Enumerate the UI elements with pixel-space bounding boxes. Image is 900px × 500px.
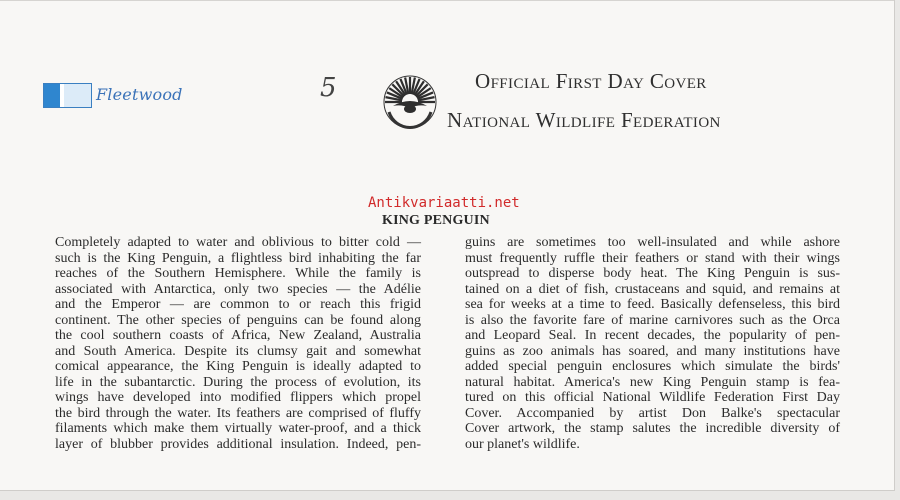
- text-line: tained on a diet of fish, crustaceans and squid, and remains at: [465, 281, 840, 297]
- seller-watermark: Antikvariaatti.net: [368, 195, 520, 211]
- title-official-first-day-cover: Official First Day Cover: [475, 69, 707, 93]
- text-line: continent. The other species of penguins can be found along: [55, 312, 421, 328]
- text-line: reaches of the Southern Hemisphere. While the family is: [55, 266, 421, 281]
- handwritten-number: 5: [320, 73, 337, 103]
- text-line: comical appearance, the King Penguin is ideally adapted to: [55, 359, 421, 374]
- logo-block-light: [64, 84, 91, 107]
- brand-name: Fleetwood: [96, 85, 183, 104]
- text-line: wings have developed into modified flippers which propel: [55, 390, 421, 405]
- text-line: and Leopard Seal. In recent decades, the popularity of pen-: [465, 328, 840, 343]
- text-line: associated with Antarctica, only two species — the Adélie: [55, 281, 421, 297]
- article-column-right: [465, 235, 840, 452]
- text-line: life in the subantarctic. During the process of evolution, its: [55, 374, 421, 390]
- text-line: filaments which make them virtually water-proof, and a thick: [55, 421, 421, 436]
- text-line: natural habitat. America's new King Penguin stamp is fea-: [465, 374, 840, 390]
- text-line: and the Emperor — are common to or reach this frigid: [55, 297, 421, 312]
- text-line: layer of blubber provides additional insulation. Indeed, pen-: [55, 436, 421, 452]
- text-line: such is the King Penguin, a flightless bird inhabiting the far: [55, 250, 421, 266]
- text-line: guins are sometimes too well-insulated and while ashore: [465, 235, 840, 250]
- text-line: guins as zoo animals has soared, and many institutions have: [465, 343, 840, 359]
- nwf-seal-icon: [379, 68, 441, 130]
- text-line: Cover. Accompanied by artist Don Balke's spectacular: [465, 405, 840, 421]
- text-line: the bird through the water. Its feathers are comprised of fluffy: [55, 405, 421, 421]
- text-line: Cover artwork, the stamp salutes the incredible diversity of: [465, 421, 840, 436]
- fleetwood-logo-mark: [43, 83, 92, 108]
- card-top-edge: [0, 0, 894, 1]
- text-line: sea for weeks at a time to feed. Basically defenseless, this bird: [465, 297, 840, 312]
- text-line: is also the favorite fare of marine carnivores such as the Orca: [465, 312, 840, 328]
- text-line: and South America. Despite its clumsy gait and somewhat: [55, 343, 421, 359]
- text-line: the cool southern coasts of Africa, New Zealand, Australia: [55, 328, 421, 343]
- text-line: Completely adapted to water and oblivious to bitter cold —: [55, 235, 421, 250]
- logo-block-dark: [44, 84, 60, 107]
- article-column-left: [55, 235, 421, 452]
- title-national-wildlife-federation: National Wildlife Federation: [447, 108, 721, 132]
- text-line: must frequently ruffle their feathers or stand with their wings: [465, 250, 840, 266]
- text-line: our planet's wildlife.: [465, 436, 580, 452]
- text-line: added special penguin enclosures which simulate the birds': [465, 359, 840, 374]
- text-line: tured on this official National Wildlife Federation First Day: [465, 390, 840, 405]
- article-heading: KING PENGUIN: [382, 213, 490, 228]
- text-line: outspread to disperse body heat. The King Penguin is sus-: [465, 266, 840, 281]
